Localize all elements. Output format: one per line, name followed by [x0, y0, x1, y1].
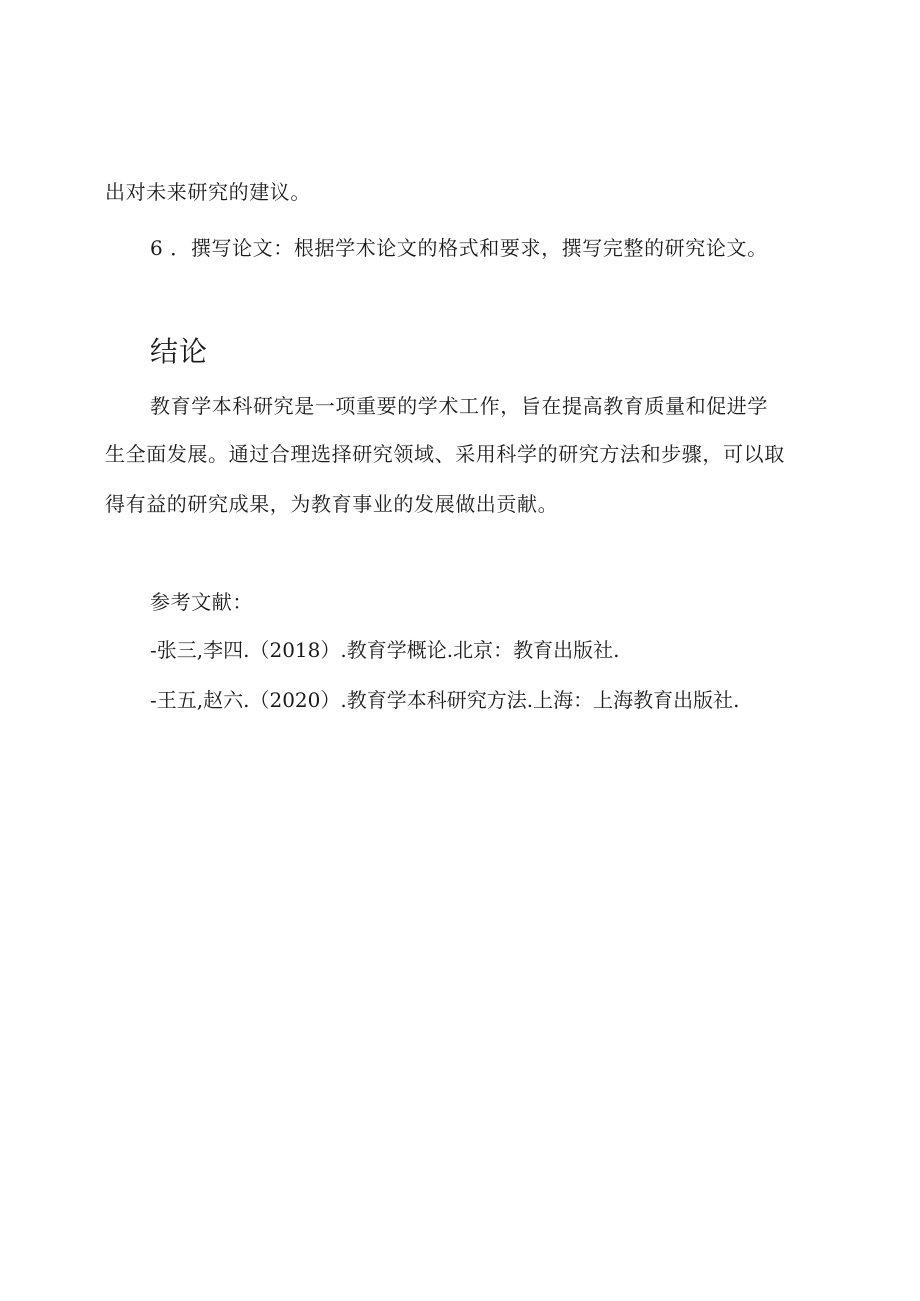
references-label: 参考文献： [150, 590, 253, 614]
step-six-item: 6 ．撰写论文：根据学术论文的格式和要求，撰写完整的研究论文。 [150, 236, 768, 260]
conclusion-paragraph-line-1: 教育学本科研究是一项重要的学术工作，旨在提高教育质量和促进学 [150, 394, 768, 418]
conclusion-paragraph-line-3: 得有益的研究成果，为教育事业的发展做出贡献。 [105, 492, 559, 516]
conclusion-paragraph-line-2: 生全面发展。通过合理选择研究领域、采用科学的研究方法和步骤，可以取 [105, 442, 785, 466]
continued-paragraph-line: 出对未来研究的建议。 [105, 180, 311, 204]
conclusion-heading: 结论 [150, 335, 209, 368]
reference-item: -张三,李四.（2018）.教育学概论.北京：教育出版社. [150, 638, 620, 662]
reference-item: -王五,赵六.（2020）.教育学本科研究方法.上海：上海教育出版社. [150, 688, 740, 712]
